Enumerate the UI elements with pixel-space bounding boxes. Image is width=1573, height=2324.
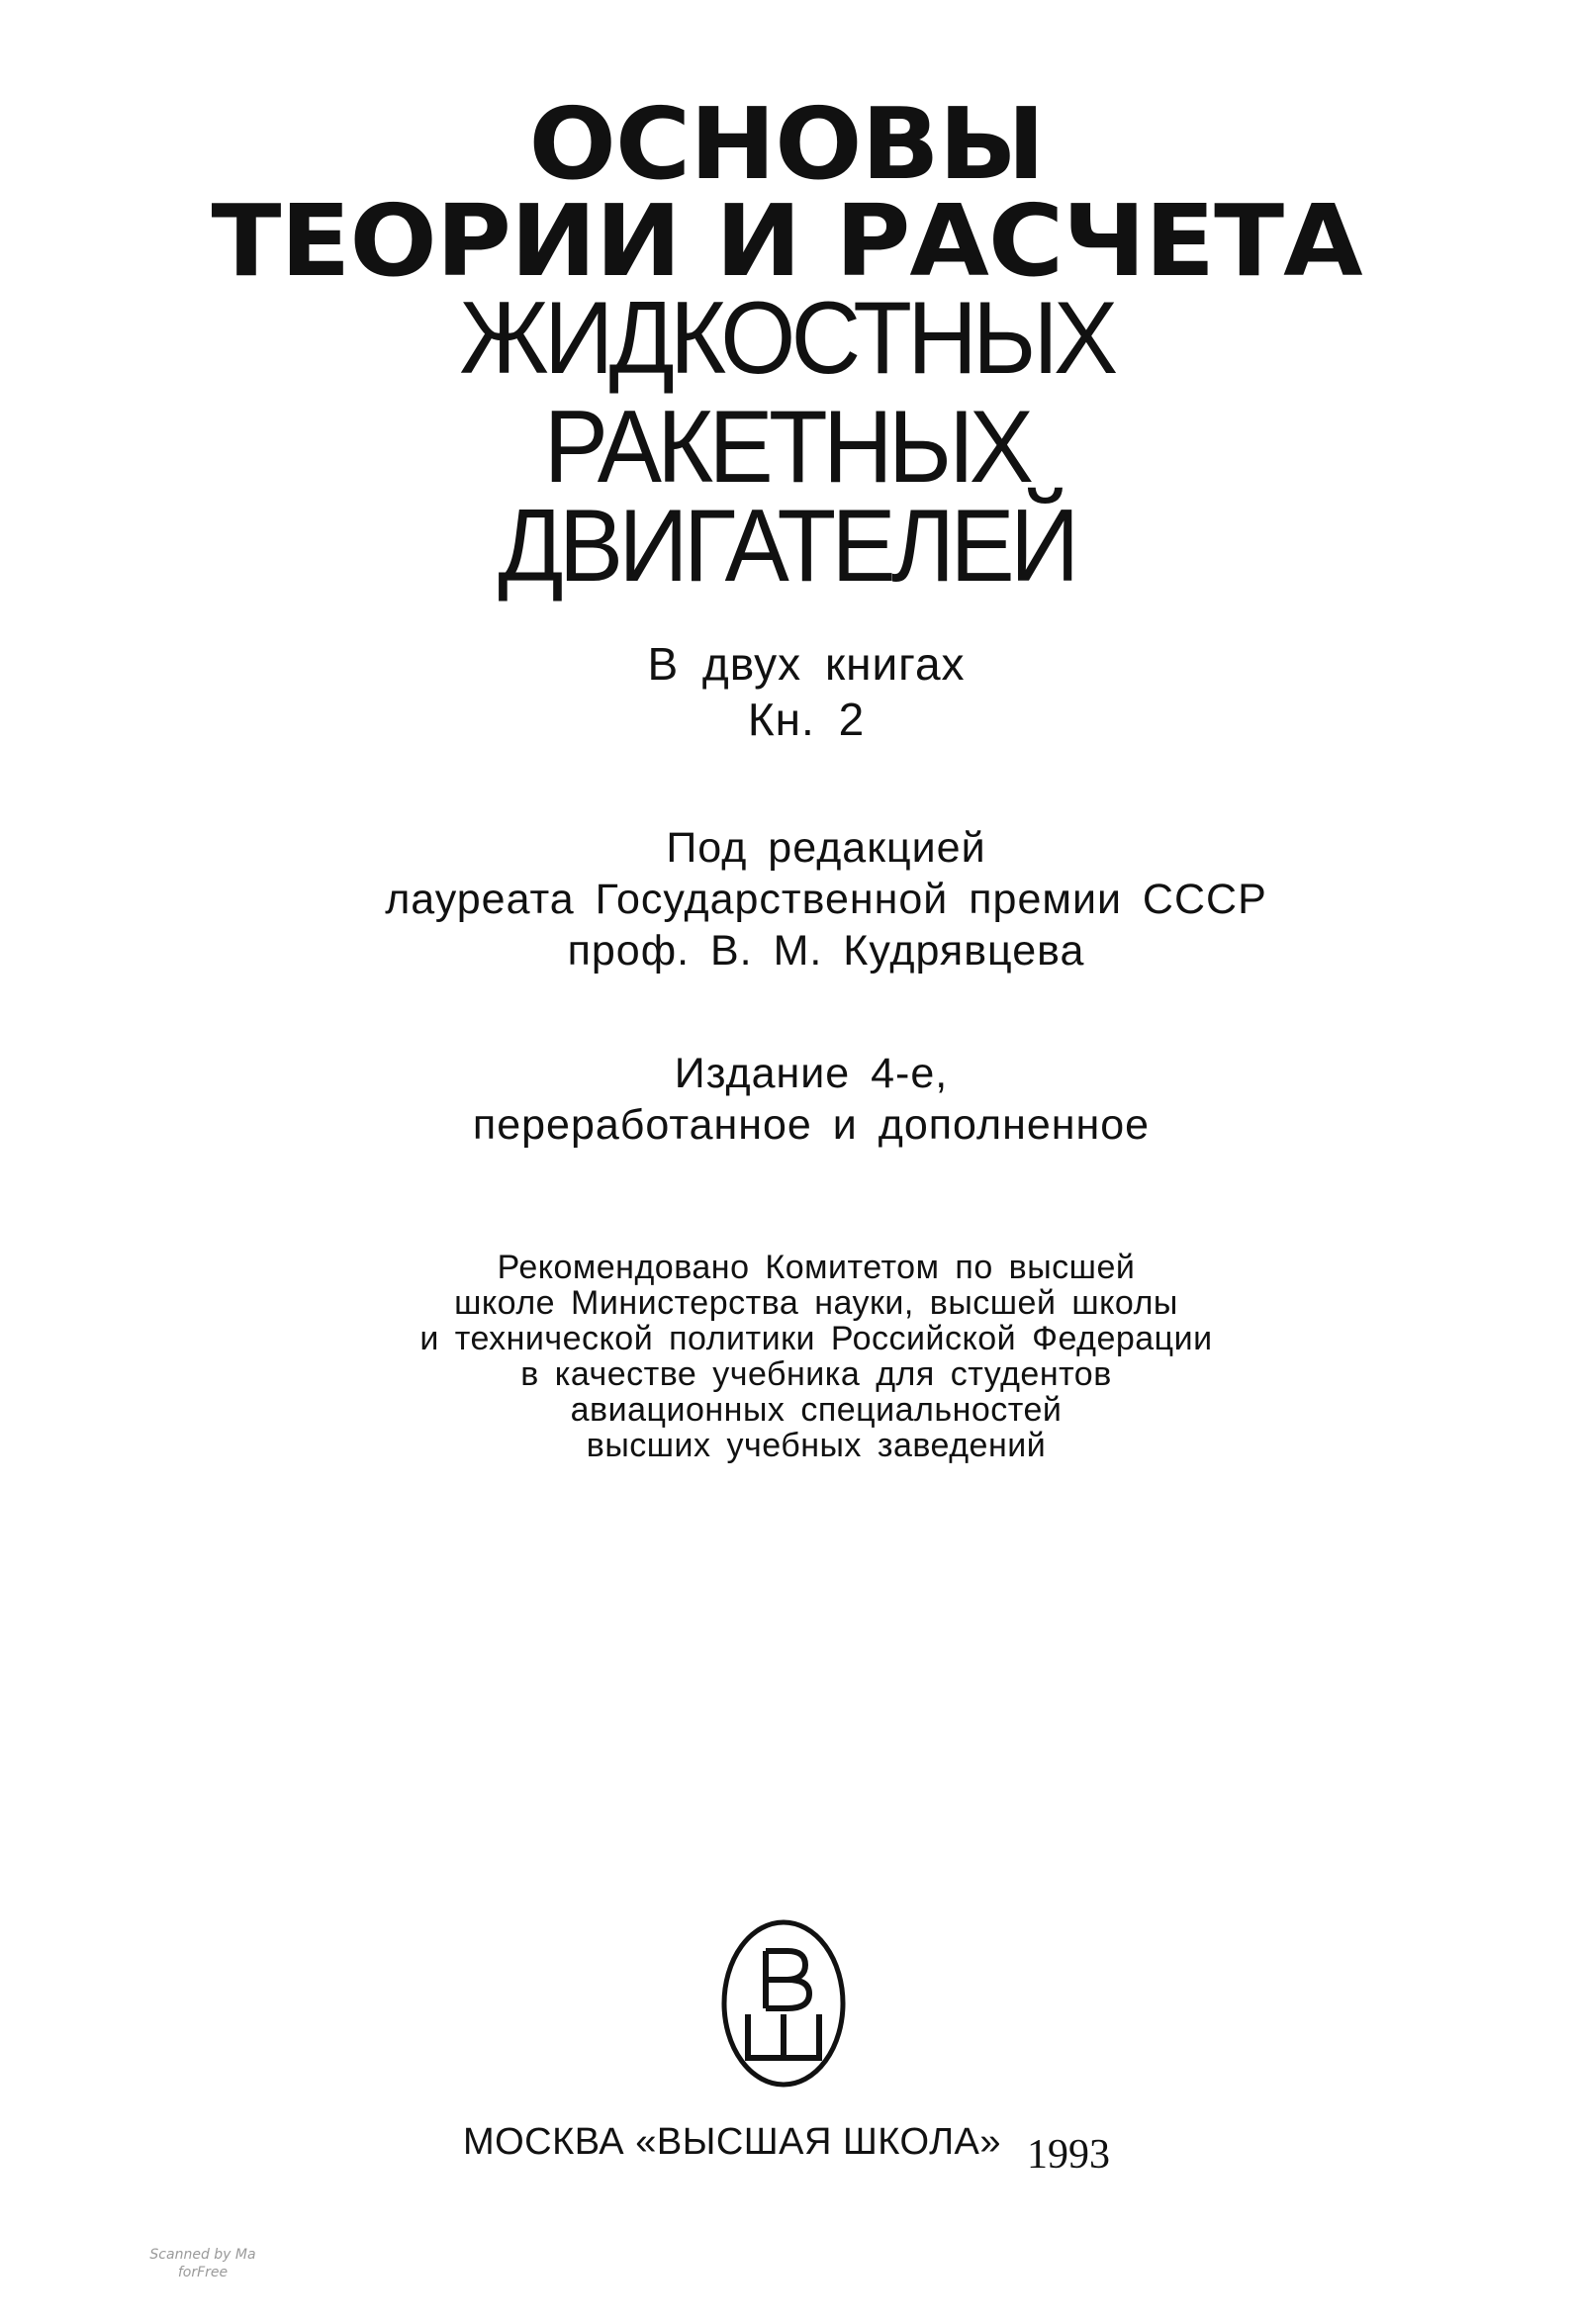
publisher-logo-icon	[714, 1909, 853, 2097]
imprint-year: 1993	[1027, 2132, 1111, 2178]
title-line-2: ТЕОРИИ И РАСЧЕТА	[211, 183, 1362, 299]
volume-line-2: Кн. 2	[747, 694, 866, 745]
imprint	[0, 2120, 1573, 2178]
volume-line-1: В двух книгах	[647, 638, 966, 690]
edition-line-1: Издание 4-е,	[674, 1050, 949, 1097]
title-line-4: РАКЕТНЫХ	[543, 390, 1030, 505]
watermark-line-1: Scanned by Ma	[149, 2247, 256, 2263]
title-line-1: ОСНОВЫ	[528, 86, 1045, 202]
edition-line-2: переработанное и дополненное	[472, 1101, 1151, 1149]
recommendation-line: школе Министерства науки, высшей школы	[454, 1284, 1178, 1322]
editor-line-1: Под редакцией	[666, 824, 986, 872]
scan-watermark	[114, 2246, 292, 2281]
recommendation-line: авиационных специальностей	[570, 1391, 1063, 1429]
recommendation-line: Рекомендовано Комитетом по высшей	[497, 1249, 1136, 1286]
recommendation-line: в качестве учебника для студентов	[520, 1355, 1112, 1393]
recommendation-line: и технической политики Российской Федерации	[419, 1320, 1213, 1357]
watermark-line-2: forFree	[177, 2265, 229, 2280]
recommendation-line: высших учебных заведений	[586, 1427, 1047, 1464]
editor-line-3: проф. В. М. Кудрявцева	[567, 927, 1085, 975]
title-line-5: ДВИГАТЕЛЕЙ	[498, 489, 1075, 604]
imprint-publisher: МОСКВА «ВЫСШАЯ ШКОЛА»	[462, 2121, 1002, 2163]
title-line-3: ЖИДКОСТНЫХ	[459, 281, 1114, 396]
editor-line-2: лауреата Государственной премии СССР	[385, 876, 1267, 923]
